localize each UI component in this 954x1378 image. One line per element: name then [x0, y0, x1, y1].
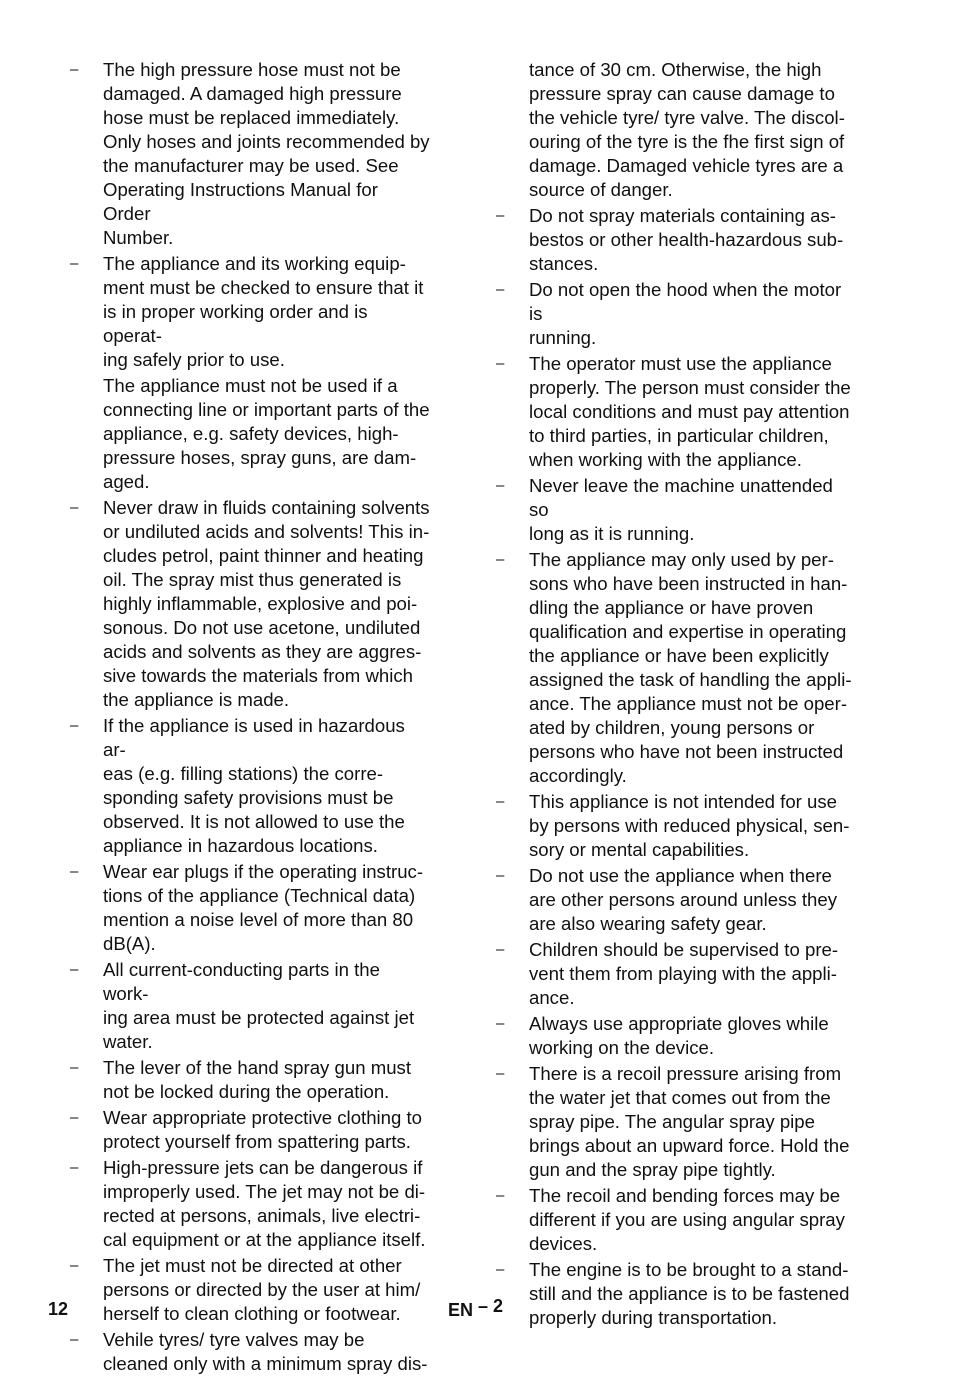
list-item	[496, 864, 856, 936]
bullet-dash: –	[70, 1257, 79, 1274]
list-item-paragraph: Vehile tyres/ tyre valves may be cleaned only with a minimum spray dis-	[103, 1329, 428, 1374]
bullet-dash: –	[496, 207, 505, 224]
list-item	[496, 278, 856, 350]
list-item-paragraph: High-pressure jets can be dangerous if improperly used. The jet may not be di- rected at persons, animals, live electri- cal equipment or at the appliance itself.	[103, 1157, 426, 1250]
bullet-dash: –	[496, 941, 505, 958]
list-item-paragraph: Wear appropriate protective clothing to protect yourself from spattering parts.	[103, 1107, 423, 1152]
list-item	[70, 1328, 430, 1376]
list-item	[70, 958, 430, 1054]
bullet-dash: –	[70, 1059, 79, 1076]
list-item-paragraph: Do not open the hood when the motor is running.	[529, 279, 842, 348]
list-item	[70, 496, 430, 712]
bullet-dash: –	[70, 1159, 79, 1176]
list-item-paragraph: The high pressure hose must not be damaged. A damaged high pressure hose must be replaced immediately. Only hoses and joints recommended by the manufacturer may be used. See Operating Instructions Manual for Order Number.	[103, 59, 430, 248]
bullet-dash: –	[496, 355, 505, 372]
list-item	[70, 1106, 430, 1154]
list-item-paragraph: This appliance is not intended for use by persons with reduced physical, sen- sory or mental capabilities.	[529, 791, 850, 860]
left-column	[70, 58, 430, 1378]
bullet-dash: –	[496, 477, 505, 494]
list-item	[70, 252, 430, 494]
bullet-dash: –	[70, 61, 79, 78]
bullet-dash: –	[70, 255, 79, 272]
bullet-dash: –	[70, 499, 79, 516]
list-item	[496, 474, 856, 546]
right-column	[496, 58, 856, 1332]
list-item	[496, 1012, 856, 1060]
bullet-dash: –	[496, 793, 505, 810]
bullet-dash: –	[496, 281, 505, 298]
list-item-paragraph: Children should be supervised to pre- vent them from playing with the appli- ance.	[529, 939, 839, 1008]
list-item-paragraph: The engine is to be brought to a stand- still and the appliance is to be fastened properly during transportation.	[529, 1259, 850, 1328]
list-item-paragraph: If the appliance is used in hazardous ar- eas (e.g. filling stations) the corre- sponding safety provisions must be observed. It is not allowed to use the appliance in hazardous locations.	[103, 715, 405, 856]
list-item	[70, 1056, 430, 1104]
list-item	[70, 714, 430, 858]
section-number: – 2	[478, 1296, 504, 1316]
list-item-paragraph: Do not spray materials containing as- bestos or other health-hazardous sub- stances.	[529, 205, 844, 274]
list-item-paragraph: The operator must use the appliance properly. The person must consider the local conditions and must pay attention to third parties, in particular children, when working with the appliance.	[529, 353, 851, 470]
bullet-dash: –	[70, 1331, 79, 1348]
bullet-dash: –	[70, 863, 79, 880]
list-item-paragraph: Never draw in fluids containing solvents or undiluted acids and solvents! This in- cludes petrol, paint thinner and heating oil. The spray mist thus generated is highly inflammable, explosive and poi- sonous. Do not use acetone, undiluted acids and solvents as they are aggres- sive towards the materials from which the appliance is made.	[103, 497, 430, 710]
list-item-paragraph: The appliance and its working equip- ment must be checked to ensure that it is in proper working order and is operat- ing safely prior to use.	[103, 253, 424, 370]
list-item	[70, 860, 430, 956]
bullet-dash: –	[496, 1187, 505, 1204]
list-item	[496, 1258, 856, 1330]
footer-section-label	[448, 1296, 504, 1320]
continued-list-item	[496, 58, 856, 202]
list-item-paragraph: The appliance must not be used if a connecting line or important parts of the appliance, e.g. safety devices, high- pressure hoses, spray guns, are dam- aged.	[103, 375, 430, 492]
list-item	[70, 1156, 430, 1252]
list-item	[70, 58, 430, 250]
continued-paragraph: tance of 30 cm. Otherwise, the high pressure spray can cause damage to the vehicle tyre/ tyre valve. The discol- ouring of the tyre is the fhe first sign of damage. Damaged vehicle tyres are a source of danger.	[529, 59, 845, 200]
language-code: EN	[448, 1300, 474, 1320]
bullet-dash: –	[496, 1065, 505, 1082]
list-item-paragraph: All current-conducting parts in the work- ing area must be protected against jet water.	[103, 959, 415, 1052]
list-item-paragraph: Always use appropriate gloves while working on the device.	[529, 1013, 829, 1058]
bullet-dash: –	[496, 867, 505, 884]
bullet-dash: –	[496, 551, 505, 568]
list-item-paragraph: The lever of the hand spray gun must not be locked during the operation.	[103, 1057, 412, 1102]
list-item	[496, 938, 856, 1010]
bullet-dash: –	[70, 1109, 79, 1126]
list-item-paragraph: The recoil and bending forces may be different if you are using angular spray devices.	[529, 1185, 845, 1254]
list-item-paragraph: Do not use the appliance when there are other persons around unless they are also wearing safety gear.	[529, 865, 838, 934]
list-item	[496, 352, 856, 472]
page-number: 12	[48, 1299, 69, 1319]
list-item	[70, 1254, 430, 1326]
list-item-paragraph: Never leave the machine unattended so long as it is running.	[529, 475, 833, 544]
list-item	[496, 548, 856, 788]
bullet-dash: –	[496, 1261, 505, 1278]
list-item-paragraph: Wear ear plugs if the operating instruc- tions of the appliance (Technical data) mention a noise level of more than 80 dB(A).	[103, 861, 424, 954]
bullet-dash: –	[70, 961, 79, 978]
list-item	[496, 790, 856, 862]
list-item	[496, 204, 856, 276]
bullet-dash: –	[496, 1015, 505, 1032]
list-item-paragraph: The jet must not be directed at other persons or directed by the user at him/ herself to clean clothing or footwear.	[103, 1255, 421, 1324]
list-item-paragraph: There is a recoil pressure arising from the water jet that comes out from the spray pipe. The angular spray pipe brings about an upward force. Hold the gun and the spray pipe tightly.	[529, 1063, 850, 1180]
bullet-dash: –	[70, 717, 79, 734]
list-item	[496, 1062, 856, 1182]
list-item-paragraph: The appliance may only used by per- sons who have been instructed in han- dling the appliance or have proven qualification and expertise in operating the appliance or have been explicitly assigned the task of handling the appli- ance. The appliance must not be oper- ated by children, young persons or persons who have not been instructed accordingly.	[529, 549, 852, 786]
list-item	[496, 1184, 856, 1256]
